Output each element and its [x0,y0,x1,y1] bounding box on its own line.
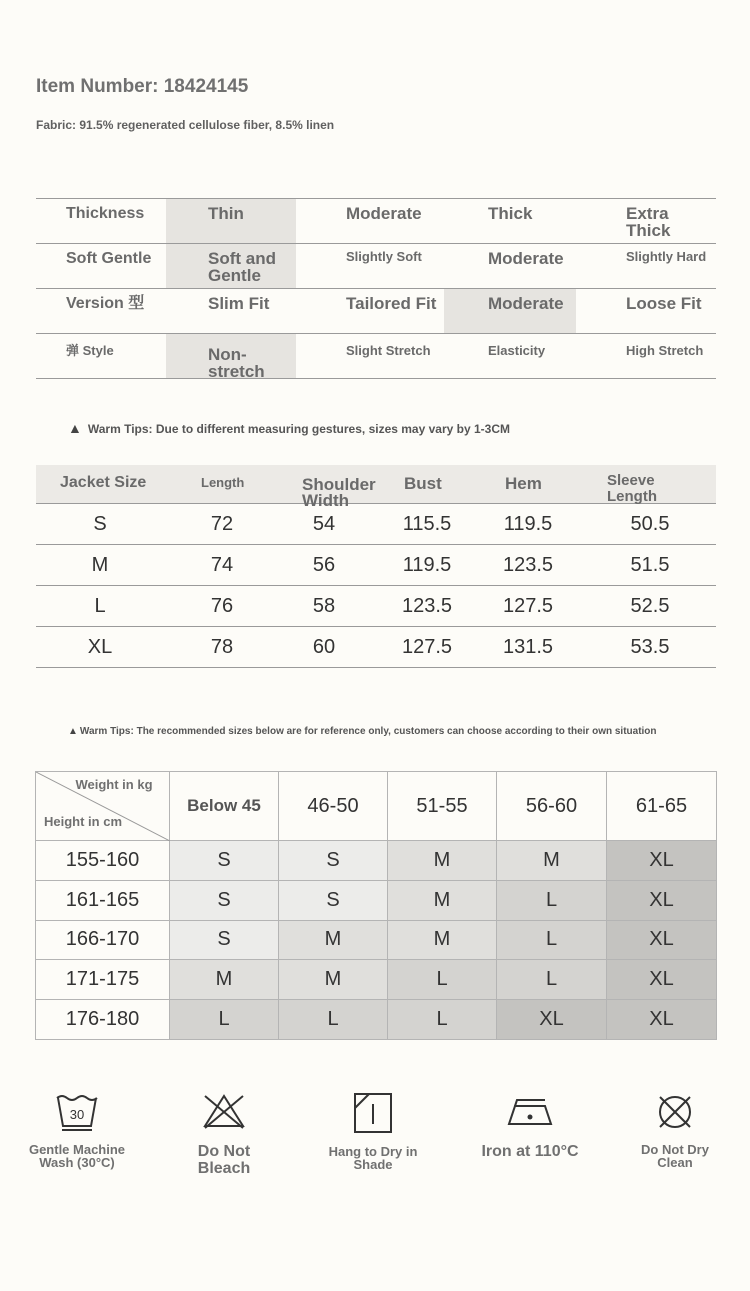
size-cell: S [279,841,388,881]
corner-height-label: Height in cm [44,814,123,829]
shoulder-cell: 56 [312,554,336,576]
no-bleach-icon [201,1092,247,1132]
attr-option-selected: Soft and Gentle [166,244,296,288]
header-bust: Bust [404,474,442,493]
header-hem: Hem [505,474,542,493]
length-cell: 74 [210,554,234,576]
care-label: Iron at 110°C [481,1143,579,1160]
attr-option: Slim Fit [208,294,270,313]
header-shoulder-width: Shoulder Width [302,475,376,510]
recommendation-tip [68,726,657,737]
attr-option: Slightly Soft [346,249,422,264]
length-cell: 78 [210,636,234,658]
attr-option: Extra Thick [626,204,671,240]
weight-header: 51-55 [388,772,497,841]
attr-row-thickness [36,198,716,243]
sleeve-cell: 51.5 [630,554,670,576]
shoulder-cell: 60 [312,636,336,658]
attr-option: High Stretch [626,343,704,358]
attr-option-selected: Moderate [444,289,576,333]
hem-cell: 131.5 [502,636,554,658]
size-cell: XL [607,880,717,920]
measuring-tip-text: Warm Tips: Due to different measuring gestures, sizes may vary by 1-3CM [87,422,510,436]
size-cell: L [94,595,106,617]
size-cell: M [279,960,388,1000]
size-cell: L [279,1000,388,1040]
sleeve-cell: 52.5 [630,595,670,617]
bust-cell: 119.5 [402,554,452,576]
attr-option: Elasticity [488,343,546,358]
table-row [36,880,717,920]
fabric-composition: Fabric: 91.5% regenerated cellulose fiber, 8.5% linen [36,118,335,132]
attr-row-softness [36,243,716,288]
care-hang-dry [328,1092,418,1171]
size-cell: S [170,880,279,920]
care-iron [470,1092,590,1160]
size-cell: L [497,960,607,1000]
attr-option: Tailored Fit [346,294,437,313]
size-cell: XL [607,920,717,960]
size-cell: M [388,841,497,881]
attr-row-version [36,288,716,333]
sleeve-cell: 53.5 [630,636,670,658]
size-cell: M [388,880,497,920]
size-cell: L [388,1000,497,1040]
weight-header: 56-60 [497,772,607,841]
size-cell: L [497,920,607,960]
size-cell: XL [87,636,113,658]
care-bleach [180,1092,268,1177]
care-label: Hang to Dry in Shade [328,1144,418,1172]
bust-cell: 115.5 [402,513,452,535]
weight-header-row [36,772,717,841]
size-cell: M [91,554,109,576]
attr-label: Soft Gentle [66,250,152,267]
care-wash [14,1092,140,1169]
attribute-table [36,198,716,379]
attr-option: Slight Stretch [346,343,431,358]
no-dry-clean-icon [652,1092,698,1132]
measuring-tip [68,420,510,436]
bust-cell: 127.5 [401,636,453,658]
corner-cell [36,772,170,841]
height-cell: 155-160 [36,841,170,881]
table-row [36,1000,717,1040]
attr-label: Version 型 [66,295,145,312]
table-row [36,841,717,881]
length-cell: 72 [210,513,234,535]
care-label: Do Not Dry Clean [641,1142,709,1170]
height-cell: 166-170 [36,920,170,960]
care-label: Do Not Bleach [197,1143,251,1177]
size-table [36,465,716,668]
size-recommendation-table [35,771,717,1040]
size-cell: XL [607,841,717,881]
size-cell: L [388,960,497,1000]
size-cell: M [497,841,607,881]
size-cell: XL [607,960,717,1000]
warning-icon: ▲ [68,420,82,436]
wash-30-icon [54,1092,100,1132]
size-cell: S [279,880,388,920]
height-cell: 171-175 [36,960,170,1000]
size-cell: M [279,920,388,960]
attr-label: Thickness [66,205,145,222]
table-row [36,920,717,960]
table-row [36,504,716,545]
size-cell: M [170,960,279,1000]
warning-icon: ▲ [68,726,78,737]
shoulder-cell: 58 [312,595,336,617]
care-dry-clean [630,1092,720,1169]
height-cell: 176-180 [36,1000,170,1040]
size-cell: L [170,1000,279,1040]
care-label: Gentle Machine Wash (30°C) [28,1142,126,1170]
size-cell: S [93,513,107,535]
table-row [36,545,716,586]
hem-cell: 123.5 [502,554,554,576]
iron-110-icon [505,1092,555,1132]
attr-row-stretch [36,333,716,379]
height-cell: 161-165 [36,880,170,920]
header-length: Length [201,475,245,490]
size-cell: M [388,920,497,960]
attr-option: Moderate [346,204,422,223]
size-cell: XL [607,1000,717,1040]
recommendation-tip-text: Warm Tips: The recommended sizes below are for reference only, customers can choose according to their own situation [79,726,657,737]
corner-weight-label: Weight in kg [75,777,153,792]
attr-option: Moderate [488,249,564,268]
header-sleeve-length: Sleeve Length [607,472,657,505]
table-row [36,960,717,1000]
attr-label: 弹 Style [66,343,114,358]
weight-header: 46-50 [279,772,388,841]
hang-dry-shade-icon [350,1092,396,1134]
attr-option-selected: Thin [166,199,296,243]
length-cell: 76 [210,595,234,617]
header-jacket-size: Jacket Size [60,474,147,491]
item-number: Item Number: 18424145 [36,76,249,97]
wash-temp-number: 30 [69,1107,85,1122]
size-cell: L [497,880,607,920]
attr-option: Loose Fit [626,294,702,313]
table-row [36,627,716,668]
size-cell: S [170,920,279,960]
hem-cell: 119.5 [503,513,553,535]
size-cell: XL [497,1000,607,1040]
weight-header: Below 45 [170,772,279,841]
size-cell: S [170,841,279,881]
attr-option: Slightly Hard [626,249,707,264]
attr-option-selected: Non-stretch [166,334,296,378]
sleeve-cell: 50.5 [630,513,670,535]
attr-option: Thick [488,204,533,223]
hem-cell: 127.5 [502,595,554,617]
bust-cell: 123.5 [401,595,453,617]
size-table-header [36,465,716,510]
shoulder-cell: 54 [312,513,336,535]
table-row [36,586,716,627]
weight-header: 61-65 [607,772,717,841]
